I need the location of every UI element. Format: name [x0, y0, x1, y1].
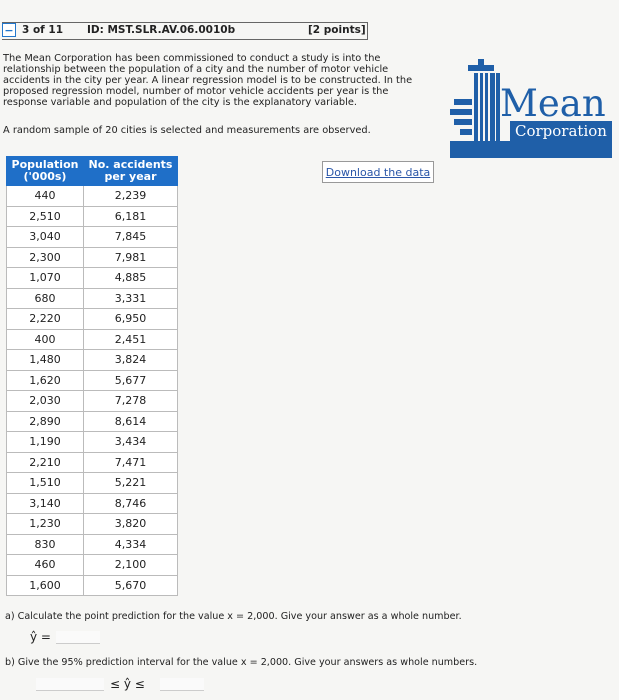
accidents-cell: 5,677 [84, 370, 178, 391]
population-cell: 2,890 [7, 411, 84, 432]
population-cell: 400 [7, 329, 84, 350]
table-row [7, 329, 178, 350]
accidents-cell: 6,181 [84, 206, 178, 227]
inequality-label: ≤ ŷ ≤ [110, 677, 145, 691]
population-cell: 1,230 [7, 514, 84, 535]
population-cell: 1,070 [7, 268, 84, 289]
accidents-cell: 8,746 [84, 493, 178, 514]
population-cell: 3,040 [7, 227, 84, 248]
population-cell: 830 [7, 534, 84, 555]
population-cell: 460 [7, 555, 84, 576]
table-row [7, 575, 178, 596]
table-row [7, 411, 178, 432]
table-row [7, 391, 178, 412]
table-row [7, 534, 178, 555]
accidents-cell: 5,221 [84, 473, 178, 494]
accidents-cell: 7,981 [84, 247, 178, 268]
table-row [7, 432, 178, 453]
table-body [7, 186, 178, 596]
answer-a-label: ŷ = [30, 630, 51, 644]
table-row [7, 514, 178, 535]
population-cell: 680 [7, 288, 84, 309]
accidents-cell: 7,845 [84, 227, 178, 248]
accidents-cell: 2,100 [84, 555, 178, 576]
data-table [6, 156, 178, 596]
table-row [7, 309, 178, 330]
accidents-cell: 5,670 [84, 575, 178, 596]
table-row [7, 186, 178, 207]
question-header [2, 22, 368, 40]
table-header-row [7, 157, 178, 186]
accidents-cell: 2,451 [84, 329, 178, 350]
accidents-cell: 8,614 [84, 411, 178, 432]
table-row [7, 206, 178, 227]
logo-text-sub: Corporation [515, 122, 607, 140]
population-cell: 2,300 [7, 247, 84, 268]
accidents-cell: 3,331 [84, 288, 178, 309]
question-number: 3 of 11 [22, 24, 64, 36]
population-cell: 3,140 [7, 493, 84, 514]
accidents-cell: 6,950 [84, 309, 178, 330]
column-header-accidents: No. accidents per year [84, 157, 178, 186]
population-cell: 440 [7, 186, 84, 207]
table-row [7, 227, 178, 248]
population-cell: 2,510 [7, 206, 84, 227]
population-cell: 2,030 [7, 391, 84, 412]
table-row [7, 370, 178, 391]
answer-b-upper-input[interactable] [160, 678, 204, 691]
table-row [7, 473, 178, 494]
accidents-cell: 2,239 [84, 186, 178, 207]
population-cell: 1,620 [7, 370, 84, 391]
question-a-text: a) Calculate the point prediction for the value x = 2,000. Give your answer as a whole number. [5, 611, 462, 622]
accidents-cell: 3,820 [84, 514, 178, 535]
population-cell: 1,480 [7, 350, 84, 371]
column-header-population: Population ('000s) [7, 157, 84, 186]
table-row [7, 555, 178, 576]
population-cell: 1,510 [7, 473, 84, 494]
table-row [7, 268, 178, 289]
table-row [7, 288, 178, 309]
population-cell: 1,190 [7, 432, 84, 453]
accidents-cell: 7,278 [84, 391, 178, 412]
download-data-button[interactable]: Download the data [322, 161, 434, 183]
table-row [7, 493, 178, 514]
points-badge: [2 points] [308, 24, 366, 36]
table-row [7, 350, 178, 371]
logo-text-main: Mean [500, 82, 606, 125]
accidents-cell: 7,471 [84, 452, 178, 473]
population-cell: 2,220 [7, 309, 84, 330]
answer-a-input[interactable] [56, 631, 100, 644]
intro-paragraph: The Mean Corporation has been commissioned to conduct a study is into the relationship between the population of a city and the number of motor vehicle accidents in the city per year. A linear regression model is to be constructed. In the proposed regression model, number of motor vehicle accidents per year is the response variable and population of the city is the explanatory variable. [3, 53, 413, 108]
question-id: ID: MST.SLR.AV.06.0010b [87, 24, 236, 36]
question-b-text: b) Give the 95% prediction interval for the value x = 2,000. Give your answers as whole numbers. [5, 657, 478, 668]
accidents-cell: 3,824 [84, 350, 178, 371]
accidents-cell: 4,334 [84, 534, 178, 555]
accidents-cell: 3,434 [84, 432, 178, 453]
population-cell: 2,210 [7, 452, 84, 473]
answer-b-lower-input[interactable] [36, 678, 104, 691]
table-row [7, 247, 178, 268]
sample-statement: A random sample of 20 cities is selected and measurements are observed. [3, 125, 371, 136]
population-cell: 1,600 [7, 575, 84, 596]
table-row [7, 452, 178, 473]
accidents-cell: 4,885 [84, 268, 178, 289]
collapse-icon[interactable]: − [2, 23, 16, 37]
